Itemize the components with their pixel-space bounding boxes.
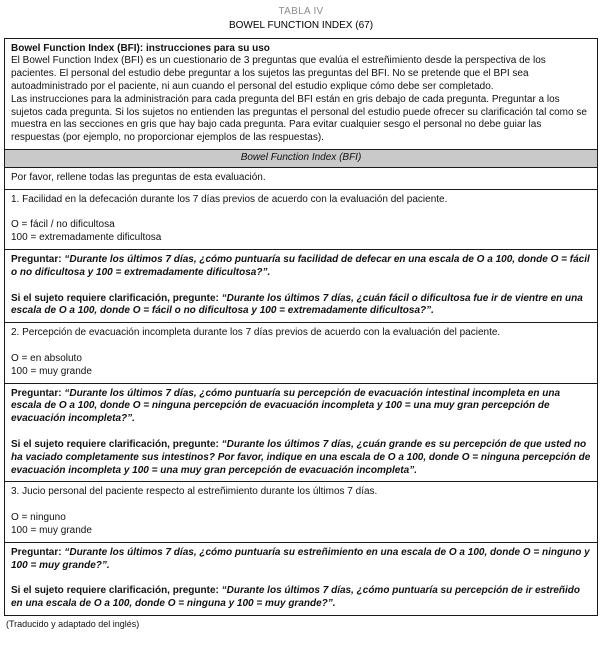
question-3-scale-high: 100 = muy grande xyxy=(11,524,92,536)
question-3-row xyxy=(5,482,597,542)
question-3-ask-paragraph xyxy=(11,547,591,573)
bfi-table xyxy=(4,38,598,616)
question-2-scale-high: 100 = muy grande xyxy=(11,365,92,377)
question-1-scale-high: 100 = extremadamente dificultosa xyxy=(11,232,162,244)
question-2-ask-paragraph xyxy=(11,388,591,426)
question-3-ask-row xyxy=(5,543,597,615)
intro-paragraph-1: El Bowel Function Index (BFI) es un cuestionario de 3 preguntas que evalúa el estreñimiento desde la perspectiva de los pacientes. El personal del estudio debe preguntar a los sujetos las preguntas del BFI. No se pretende que el BPI sea autoadministrado por el paciente, ni aun cuando el personal del estudio explique cómo debe ser completado. xyxy=(11,55,546,92)
bfi-band-title: Bowel Function Index (BFI) xyxy=(5,150,597,168)
instruction-row: Por favor, rellene todas las preguntas de esta evaluación. xyxy=(5,168,597,190)
question-2-clarify-paragraph xyxy=(11,439,591,477)
table-header xyxy=(4,6,598,33)
question-3-clarify-text: “Durante los últimos 7 días, ¿cómo puntuaría su percepción de ir estreñido en una escala de O a 100, donde O = ninguna y 100 = muy grande?”. xyxy=(11,585,581,610)
table-title: BOWEL FUNCTION INDEX (67) xyxy=(228,19,374,31)
question-2-scales xyxy=(11,353,591,379)
question-3-scales xyxy=(11,512,591,538)
intro-paragraph-2: Las instrucciones para la administración para cada pregunta del BFI están en gris debajo de cada pregunta. Preguntar a los sujetos cada pregunta. Si los sujetos no entienden las preguntas el personal del estudio puede ofrecer su clarificación tal como se muestra en las secciones en gris que hay bajo cada pregunta. Para evitar cualquier sesgo el personal no debe guiar las respuestas (por ejemplo, no proporcionar ejemplos de las respuestas). xyxy=(11,93,587,144)
footnote: (Traducido y adaptado del inglés) xyxy=(6,618,140,629)
question-3-ask-text: “Durante los últimos 7 días, ¿cómo puntuaría su estreñimiento en una escala de O a 100, donde O = ninguno y 100 = muy grande?”. xyxy=(11,546,590,571)
question-1-ask-text: “Durante los últimos 7 días, ¿cómo puntuaría su facilidad de defecar en una escala de O a 100, donde O = fácil o no dificultosa y 100 = extremadamente dificultosa?”. xyxy=(11,253,590,278)
question-3-text: 3. Jucio personal del paciente respecto al estreñimiento durante los últimos 7 días. xyxy=(11,486,378,498)
question-1-ask-row xyxy=(5,250,597,323)
question-2-row xyxy=(5,323,597,383)
question-1-clarify-text: “Durante los últimos 7 días, ¿cuán fácil o dificultosa fue ir de vientre en una escala de O a 100, donde O = fácil o no dificultosa y 100 = extremadamente dificultosa?”. xyxy=(11,292,583,317)
question-1-scale-low: O = fácil / no dificultosa xyxy=(11,219,115,231)
question-1-scales xyxy=(11,219,591,245)
question-2-ask-row xyxy=(5,384,597,483)
question-3-clarify-paragraph xyxy=(11,585,591,611)
question-1-text: 1. Facilidad en la defecación durante los 7 días previos de acuerdo con la evaluación del paciente. xyxy=(11,193,448,205)
question-1-row xyxy=(5,190,597,250)
question-2-clarify-label: Si el sujeto requiere clarificación, pregunte: xyxy=(11,438,219,450)
question-1-clarify-label: Si el sujeto requiere clarificación, pregunte: xyxy=(11,292,219,304)
question-1-ask-paragraph xyxy=(11,254,591,280)
question-3-clarify-label: Si el sujeto requiere clarificación, pregunte: xyxy=(11,585,219,597)
table-number-label: TABLA IV xyxy=(278,6,324,17)
question-2-ask-label: Preguntar: xyxy=(11,387,62,399)
intro-heading: Bowel Function Index (BFI): instrucciones para su uso xyxy=(11,42,270,54)
question-3-ask-label: Preguntar: xyxy=(11,546,62,558)
question-1-clarify-paragraph xyxy=(11,293,591,319)
question-2-ask-text: “Durante los últimos 7 días, ¿cómo puntuaría su percepción de evacuación intestinal incompleta en una escala de O a 100, donde O = ninguna percepción de evacuación incompleta y 100 = una muy gran percepción de evacuación incompleta?”. xyxy=(11,387,561,425)
intro-row xyxy=(5,39,597,150)
question-2-clarify-text: “Durante los últimos 7 días, ¿cuán grande es su percepción de que usted no ha vaciado completamente sus intestinos? Por favor, indique en una escala de O a 100, donde O = ninguna percepción de evacuación incompleta y 100 = una muy gran percepción de evacuación incompleta”. xyxy=(11,438,591,476)
question-3-scale-low: O = ninguno xyxy=(11,512,66,524)
question-2-scale-low: O = en absoluto xyxy=(11,352,82,364)
question-1-ask-label: Preguntar: xyxy=(11,253,62,265)
question-2-text: 2. Percepción de evacuación incompleta durante los 7 días previos de acuerdo con la evaluación del paciente. xyxy=(11,327,501,339)
